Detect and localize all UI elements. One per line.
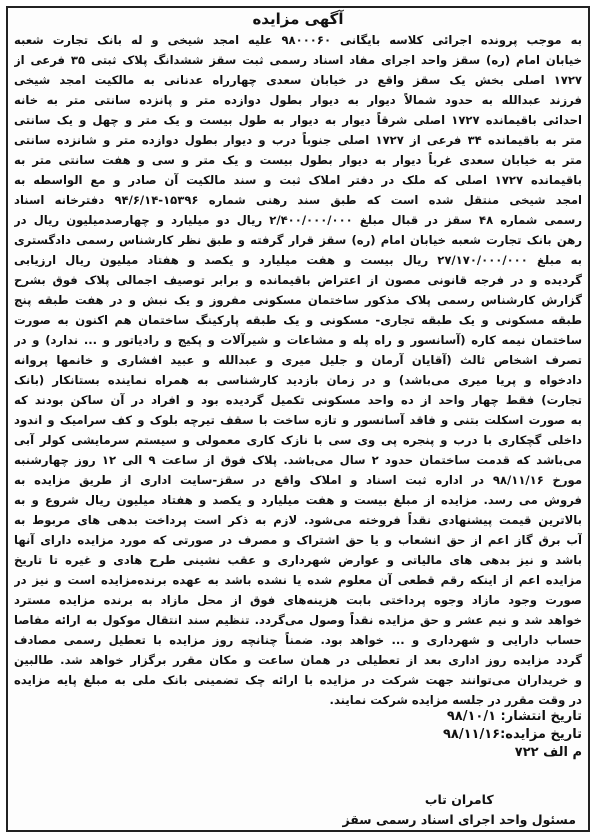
body-line: گردد مزایده روز اداری بعد از تعطیلی در همان ساعت و مکان مقرر برگزار خواهد شد. طالبین <box>14 653 582 667</box>
body-line: خواهد شد و نیم عشر و حق مزایده نقداً وصول می‌گردد. تنظیم سند انتقال موکول به ارائه مفاصا <box>14 613 582 627</box>
body-line: گزارش کارشناس رسمی پلاک مذکور ساختمان مسکونی مفروز و یک نبش و در هفت طبقه پنج <box>14 293 582 307</box>
notice-title: آگهی مزایده <box>252 10 344 28</box>
notice-meta <box>14 708 582 762</box>
body-line: گردیده و در فرجه قانونی مصون از اعتراض باقیمانده و برابر توصیف اجمالی پلاک فوق بشرح <box>14 273 582 287</box>
body-line: می‌باشد که قدمت ساختمان حدود ۲ سال می‌باشد. پلاک فوق از ساعت ۹ الی ۱۲ روز چهارشنبه <box>14 453 582 467</box>
body-line: طبقه مسکونی و یک طبقه تجاری- مسکونی و یک طبقه پارکینگ ساختمان هم اکنون به صورت <box>14 313 582 327</box>
signatory-name: کامران تاب <box>424 792 494 807</box>
body-line: رهن بانک تجارت شعبه خیابان امام (ره) سقز قرار گرفته و طبق نظر کارشناس رسمی دادگستری <box>14 233 582 247</box>
body-line: ساختمان نیمه کاره (آسانسور و راه پله و مشاعات و شیرآلات و پکیج و رادیاتور و ... ندارد) و در <box>14 333 582 347</box>
body-line: باقیمانده ۱۷۲۷ اصلی که ملک در دفتر املاک ثبت و سند مالکیت آن صادر و مع الواسطه به <box>14 173 582 187</box>
auction-notice <box>6 6 590 832</box>
body-line: در وقت مقرر در جلسه مزایده شرکت نمایند. <box>329 693 582 707</box>
body-line: تصرف اشخاص ثالث (آقایان آرمان و جلیل میری و عبدالله و عبید افشاری و خانمها پروانه <box>14 353 582 367</box>
signature-block <box>343 790 576 830</box>
body-line: به موجب پرونده اجرائی کلاسه بایگانی ۹۸۰۰۰۶۰ علیه امجد شیخی و له بانک تجارت شعبه <box>14 33 582 47</box>
body-line: مورخ ۹۸/۱۱/۱۶ در اداره ثبت اسناد و املاک واقع در سقز-سایت اداری از طریق مزایده به <box>14 473 582 487</box>
reference-code: م الف ۷۲۲ <box>514 745 582 760</box>
body-line: مزایده اعم از اینکه رقم قطعی آن معلوم شده یا نشده باشد به عهده برنده‌مزایده است و نیز در <box>14 573 582 587</box>
body-line: تجارت) فقط چهار واحد از ده واحد مسکونی تکمیل گردیده بود و افراد در آن ساکن بودند که <box>14 393 582 407</box>
body-line: به صورت اسکلت بتنی و فاقد آسانسور و تازه ساخت با سقف تیرچه بلوک و کف سرامیک و اندود <box>14 413 582 427</box>
body-line: بالاترین قیمت پیشنهادی نقداً فروخته می‌شود. لازم به ذکر است پرداخت بدهی های مربوط به <box>14 513 582 527</box>
body-line: ۱۷۲۷ اصلی بخش یک سقز واقع در خیابان سعدی چهارراه عدنانی به مالکیت امجد شیخی <box>14 73 582 87</box>
body-line: امجد شیخی منتقل شده است که طبق سند رهنی شماره ۱۵۳۹۶-۹۴/۶/۱۴ دفترخانه اسناد <box>14 193 582 207</box>
body-line: احدائی باقیمانده ۱۷۲۷ اصلی شرقاً دیوار به دیوار به طول بیست و یک متر و چهل و یک سانتی <box>14 113 582 127</box>
body-line: و خریداران می‌توانند جهت شرکت در مزایده با ارائه چک تضمینی بانک ملی به مبلغ پایه مزایده <box>14 673 582 687</box>
body-line: فروش می رسد. مزایده از مبلغ بیست و هفت میلیارد و یکصد و هفتاد میلیون ریال شروع و به <box>14 493 582 507</box>
body-line: به مبلغ ۲۷/۱۷۰/۰۰۰/۰۰۰ ریال بیست و هفت میلیارد و یکصد و هفتاد میلیون ریال ارزیابی <box>14 253 582 267</box>
body-line: آب برق گاز اعم از حق انشعاب و یا حق اشتراک و مصرف در صورتی که مورد مزایده دارای آنها <box>14 533 582 547</box>
body-line: رسمی شماره ۴۸ سقز در قبال مبلغ ۲/۴۰۰/۰۰۰/۰۰۰ ریال دو میلیارد و چهارصدمیلیون ریال در <box>14 213 582 227</box>
body-line: باشد و نیز بدهی های مالیاتی و عوارض شهرداری و عقب نشینی طرح هادی و غیره تا تاریخ <box>14 553 582 567</box>
body-line: متر به خیابان سعدی غرباً دیوار به دیوار بطول بیست و یک متر و سی و هفت سانتی متر به <box>14 153 582 167</box>
notice-body <box>14 30 582 710</box>
body-line: دادخواه و پریا میری می‌باشد) و در زمان بازدید کارشناسی به همراه نماینده بستانکار (بانک <box>14 373 582 387</box>
signatory-role: مسئول واحد اجرای اسناد رسمی سقز <box>342 812 576 827</box>
body-line: فرزند عبدالله به حدود شمالاً دیوار به دیوار بطول دوازده متر و پانزده سانتی متر به خانه <box>14 93 582 107</box>
auction-date: تاریخ مزایده:۹۸/۱۱/۱۶ <box>443 727 582 742</box>
publish-date: تاریخ انتشار: ۹۸/۱۰/۱ <box>446 709 582 724</box>
body-line: حساب دارایی و شهرداری و ... خواهد بود. ضمناً چنانچه روز مزایده با تعطیل رسمی مصادف <box>14 633 582 647</box>
body-line: صورت وجود مازاد وجوه پرداختی بابت هزینه‌های فوق از محل مازاد به برنده مزایده مسترد <box>14 593 582 607</box>
body-line: متر به باقیمانده ۳۴ فرعی از ۱۷۲۷ اصلی جنوباً درب و دیوار بطول دوازده متر و شانزده سانتی <box>14 133 582 147</box>
body-line: خیابان امام (ره) سقز واحد اجرای مفاد اسناد رسمی ثبت سقز ششدانگ پلاک ثبتی ۳۵ فرعی از <box>14 53 582 67</box>
body-line: داخلی گچکاری با درب و پنجره پی وی سی با نازک کاری معمولی و سیستم سرمایشی کولر آبی <box>14 433 582 447</box>
